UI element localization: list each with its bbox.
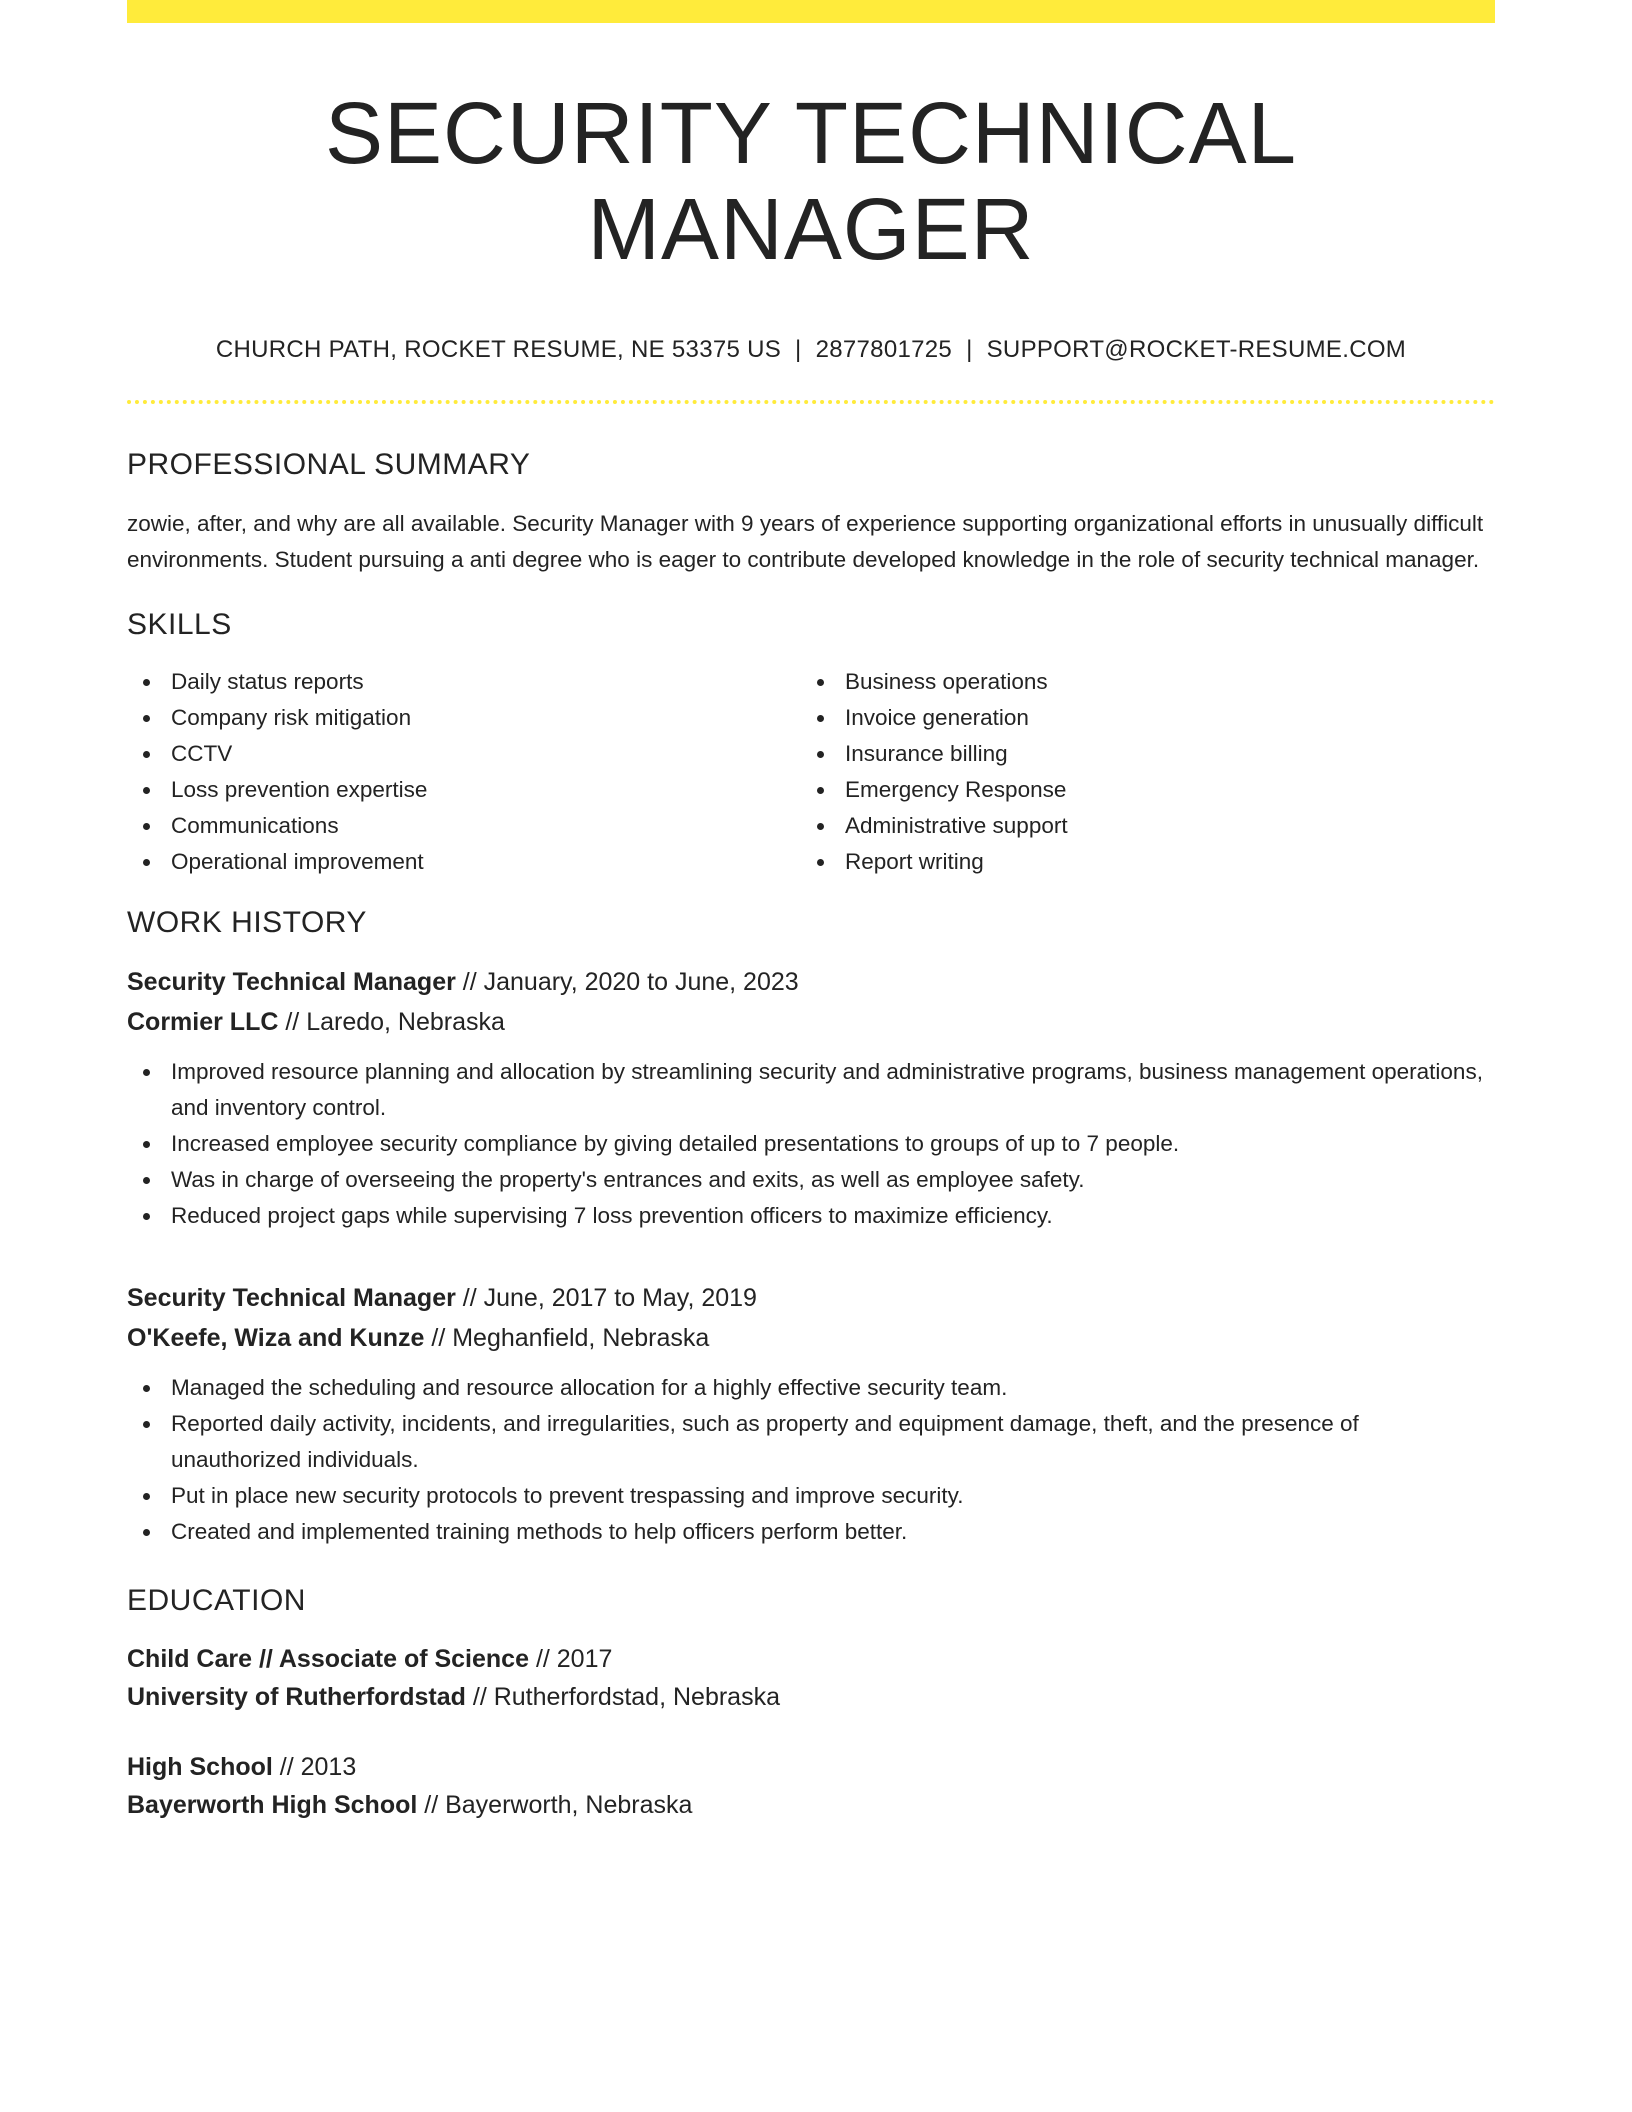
- job-entry: [127, 962, 1495, 1234]
- job-entry: [127, 1278, 1495, 1550]
- job-title-line: [127, 1278, 1495, 1318]
- education-degree: Child Care // Associate of Science: [127, 1644, 529, 1673]
- skill-item: Company risk mitigation: [127, 700, 801, 736]
- job-bullet: Increased employee security compliance by giving detailed presentations to groups of up to 7 people.: [127, 1126, 1495, 1162]
- job-bullets: [127, 1370, 1495, 1550]
- skill-item: Emergency Response: [801, 772, 1475, 808]
- skill-item: Administrative support: [801, 808, 1475, 844]
- skill-item: CCTV: [127, 736, 801, 772]
- job-company-line: [127, 1002, 1495, 1042]
- summary-heading: PROFESSIONAL SUMMARY: [127, 447, 531, 481]
- work-history-heading: WORK HISTORY: [127, 905, 367, 939]
- skills-list: [127, 664, 1495, 880]
- contact-phone: 2877801725: [815, 335, 953, 363]
- job-bullet: Improved resource planning and allocation by streamlining security and administrative programs, business management operations, and inventory control.: [127, 1054, 1495, 1126]
- job-company: O'Keefe, Wiza and Kunze: [127, 1323, 425, 1352]
- job-company: Cormier LLC: [127, 1007, 279, 1036]
- contact-separator: |: [966, 335, 973, 363]
- job-company-line: [127, 1318, 1495, 1358]
- education-year: // 2013: [272, 1752, 357, 1781]
- resume-page: [127, 0, 1495, 1824]
- job-location: // Laredo, Nebraska: [278, 1007, 505, 1036]
- education-location: // Rutherfordstad, Nebraska: [465, 1682, 780, 1711]
- job-bullet: Put in place new security protocols to prevent trespassing and improve security.: [127, 1478, 1495, 1514]
- job-dates: // January, 2020 to June, 2023: [455, 967, 799, 996]
- education-school: University of Rutherfordstad: [127, 1682, 466, 1711]
- job-bullet: Was in charge of overseeing the property's entrances and exits, as well as employee safety.: [127, 1162, 1495, 1198]
- education-school-line: [127, 1786, 1495, 1824]
- skill-item: Report writing: [801, 844, 1475, 880]
- contact-email: SUPPORT@ROCKET-RESUME.COM: [986, 335, 1407, 363]
- job-bullet: Managed the scheduling and resource allocation for a highly effective security team.: [127, 1370, 1495, 1406]
- skill-item: Daily status reports: [127, 664, 801, 700]
- skill-item: Business operations: [801, 664, 1475, 700]
- skills-column-right: [801, 664, 1475, 880]
- education-year: // 2017: [529, 1644, 613, 1673]
- skill-item: Insurance billing: [801, 736, 1475, 772]
- education-degree: High School: [127, 1752, 273, 1781]
- job-location: // Meghanfield, Nebraska: [424, 1323, 710, 1352]
- skill-item: Loss prevention expertise: [127, 772, 801, 808]
- job-bullet: Reported daily activity, incidents, and irregularities, such as property and equipment damage, theft, and the presence of unauthorized individuals.: [127, 1406, 1495, 1478]
- education-entry: [127, 1748, 1495, 1824]
- education-degree-line: [127, 1640, 1495, 1678]
- summary-text: zowie, after, and why are all available. Security Manager with 9 years of experience supporting organizational efforts in unusually difficult environments. Student pursuing a anti degree who is eager to contribute developed knowledge in the role of security technical manager.: [127, 510, 1484, 572]
- skills-heading: SKILLS: [127, 607, 232, 641]
- job-bullets: [127, 1054, 1495, 1234]
- dotted-divider: [127, 400, 1495, 404]
- contact-line: [127, 336, 1495, 364]
- skill-item: Operational improvement: [127, 844, 801, 880]
- contact-separator: |: [795, 335, 802, 363]
- education-school: Bayerworth High School: [127, 1790, 418, 1819]
- education-entry: [127, 1640, 1495, 1716]
- resume-name: SECURITY TECHNICAL MANAGER: [325, 85, 1297, 278]
- education-degree-line: [127, 1748, 1495, 1786]
- job-title-line: [127, 962, 1495, 1002]
- job-title: Security Technical Manager: [127, 1283, 456, 1312]
- contact-address: CHURCH PATH, ROCKET RESUME, NE 53375 US: [215, 335, 782, 363]
- job-dates: // June, 2017 to May, 2019: [455, 1283, 757, 1312]
- accent-bar: [127, 0, 1495, 23]
- education-school-line: [127, 1678, 1495, 1716]
- job-bullet: Reduced project gaps while supervising 7 loss prevention officers to maximize efficiency.: [127, 1198, 1495, 1234]
- skill-item: Communications: [127, 808, 801, 844]
- job-bullet: Created and implemented training methods to help officers perform better.: [127, 1514, 1495, 1550]
- education-location: // Bayerworth, Nebraska: [417, 1790, 693, 1819]
- education-heading: EDUCATION: [127, 1583, 306, 1617]
- skill-item: Invoice generation: [801, 700, 1475, 736]
- skills-column-left: [127, 664, 801, 880]
- job-title: Security Technical Manager: [127, 967, 456, 996]
